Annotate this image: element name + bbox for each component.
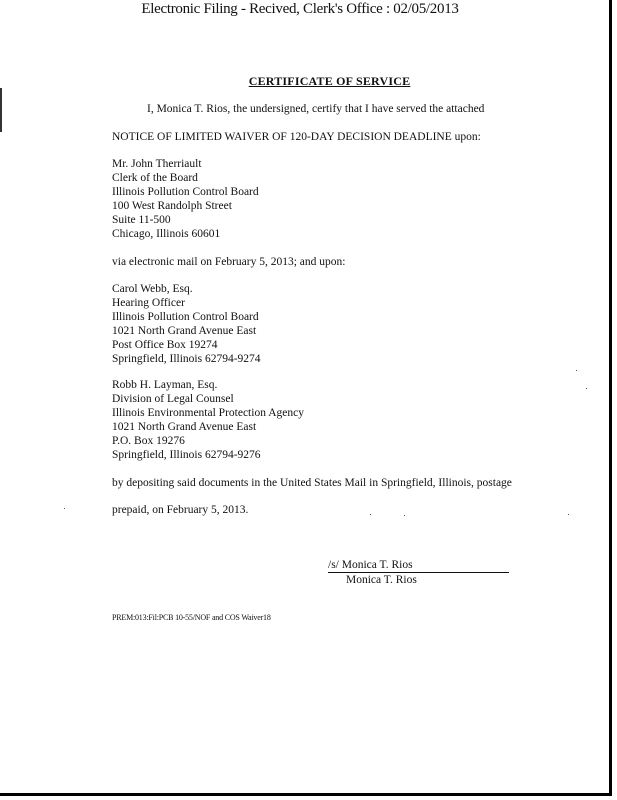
- recipient-2-address: [112, 282, 261, 366]
- intro-line-2: NOTICE OF LIMITED WAIVER OF 120-DAY DECISION DEADLINE upon:: [112, 131, 481, 143]
- address-line: 100 West Randolph Street: [112, 200, 232, 212]
- address-line: P.O. Box 19276: [112, 435, 185, 447]
- address-line: Robb H. Layman, Esq.: [112, 379, 218, 391]
- scan-edge-bottom: [0, 793, 612, 796]
- address-line: Carol Webb, Esq.: [112, 283, 193, 295]
- recipient-1-address: [112, 157, 259, 241]
- certificate-title: CERTIFICATE OF SERVICE: [248, 74, 411, 88]
- document-reference: PREM:013:Fil:PCB 10-55/NOF and COS Waiver18: [112, 613, 271, 622]
- service-method-email: via electronic mail on February 5, 2013; and upon:: [112, 256, 346, 268]
- scan-speck: [586, 388, 587, 389]
- address-line: Clerk of the Board: [112, 172, 198, 184]
- address-line: 1021 North Grand Avenue East: [112, 421, 257, 433]
- intro-line-1: I, Monica T. Rios, the undersigned, certify that I have served the attached: [147, 103, 485, 115]
- address-line: Springfield, Illinois 62794-9276: [112, 449, 261, 461]
- address-line: Springfield, Illinois 62794-9274: [112, 353, 261, 365]
- address-line: Hearing Officer: [112, 297, 185, 309]
- address-line: Chicago, Illinois 60601: [112, 228, 221, 240]
- typed-name: Monica T. Rios: [346, 574, 417, 586]
- address-line: 1021 North Grand Avenue East: [112, 325, 257, 337]
- service-method-mail: by depositing said documents in the United States Mail in Springfield, Illinois, postage: [112, 477, 512, 489]
- address-line: Illinois Environmental Protection Agency: [112, 407, 304, 419]
- address-line: Illinois Pollution Control Board: [112, 186, 259, 198]
- scan-speck: [404, 515, 405, 516]
- scan-speck: [568, 514, 569, 515]
- scan-speck: [370, 514, 371, 515]
- address-line: Illinois Pollution Control Board: [112, 311, 259, 323]
- scan-speck: [64, 508, 65, 509]
- service-method-mail-cont: prepaid, on February 5, 2013.: [112, 504, 249, 516]
- address-line: Post Office Box 19274: [112, 339, 218, 351]
- address-line: Mr. John Therriault: [112, 158, 202, 170]
- address-line: Division of Legal Counsel: [112, 393, 234, 405]
- recipient-3-address: [112, 378, 304, 462]
- scan-speck: [576, 370, 577, 371]
- address-line: Suite 11-500: [112, 214, 171, 226]
- scan-edge-right: [609, 0, 612, 796]
- signature-line: /s/ Monica T. Rios: [328, 558, 509, 573]
- filing-header: Electronic Filing - Recived, Clerk's Office : 02/05/2013: [141, 1, 459, 17]
- scan-edge-left: [0, 88, 2, 132]
